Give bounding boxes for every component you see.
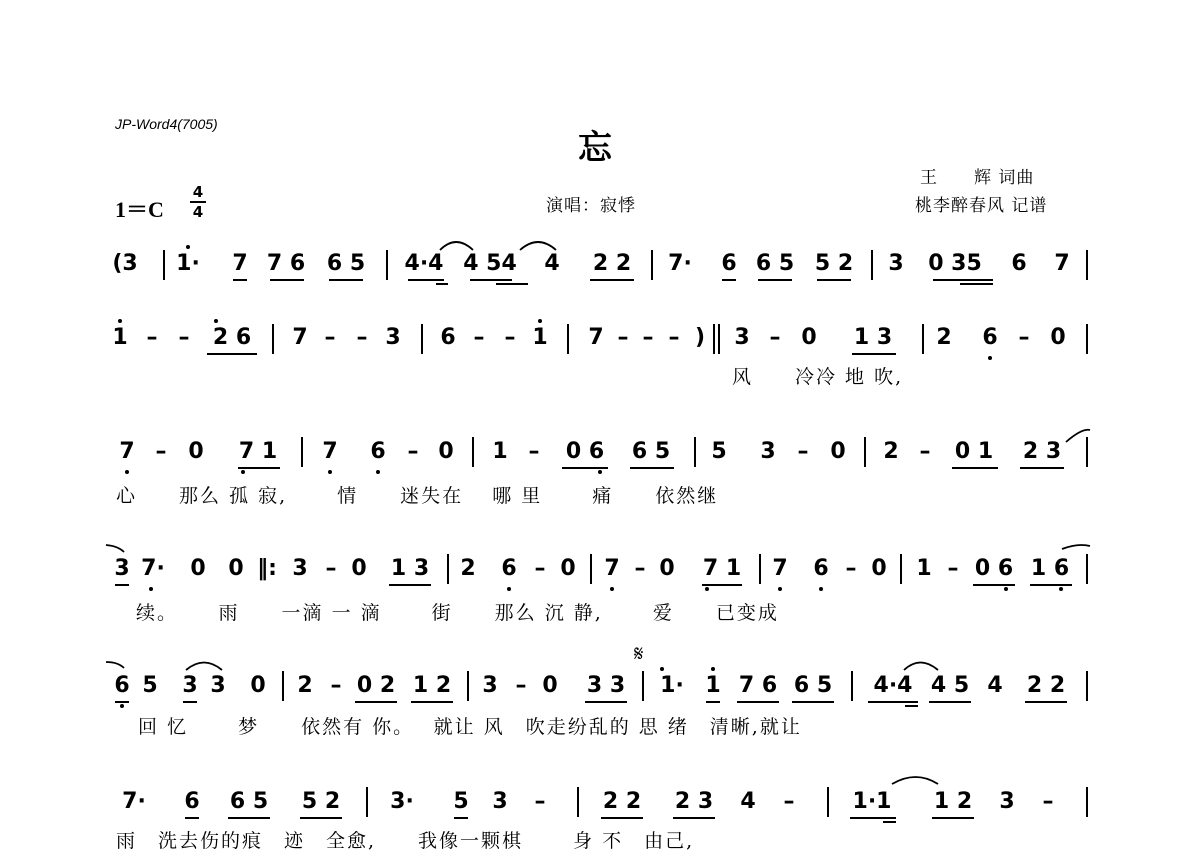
note: 4·4: [404, 251, 444, 276]
singer: 演唱：寂悸: [546, 196, 636, 216]
note: 0: [351, 556, 367, 581]
note: 7 6: [266, 251, 306, 276]
note: 3: [999, 789, 1015, 814]
note: 0: [871, 556, 887, 581]
note: 5 2: [301, 789, 341, 814]
note: 7 1: [702, 556, 742, 581]
note: 1 2: [933, 789, 973, 814]
software-label: JP-Word4(7005): [115, 116, 218, 132]
note: 1: [916, 556, 932, 581]
note: –: [769, 325, 781, 350]
note: 1·1: [852, 789, 892, 814]
note: 0: [801, 325, 817, 350]
note: 0: [659, 556, 675, 581]
note: ): [694, 325, 706, 350]
note: 7·: [668, 251, 692, 276]
note: 1 6: [1030, 556, 1070, 581]
note: 7·: [141, 556, 165, 581]
note: 3: [292, 556, 308, 581]
note: 0: [190, 556, 206, 581]
note: –: [797, 439, 809, 464]
slur: [440, 242, 473, 250]
time-sig-top: 4: [192, 183, 204, 201]
note: 4 54: [463, 251, 517, 276]
note: 2: [297, 673, 313, 698]
note: 6: [982, 325, 998, 350]
note: –: [324, 325, 336, 350]
slur: [186, 663, 222, 671]
note: 2 6: [212, 325, 252, 350]
lyricist-composer: 王 辉 词曲: [920, 168, 1035, 188]
note: –: [473, 325, 485, 350]
note: –: [1042, 789, 1054, 814]
note: –: [845, 556, 857, 581]
slur: [892, 777, 938, 784]
note: (3: [112, 251, 138, 276]
note: 7: [588, 325, 604, 350]
note: ‖:: [257, 556, 277, 581]
note: 2 2: [602, 789, 642, 814]
note: –: [330, 673, 342, 698]
note: 0 6: [565, 439, 605, 464]
note: 7 6: [738, 673, 778, 698]
note: 3: [182, 673, 198, 698]
slur: [1062, 545, 1090, 549]
note: 4 5: [930, 673, 970, 698]
note: 7: [292, 325, 308, 350]
note: 6 5: [755, 251, 795, 276]
note: –: [534, 556, 546, 581]
note: 7: [772, 556, 788, 581]
note: –: [515, 673, 527, 698]
note: 3: [114, 556, 130, 581]
note: 2 2: [1026, 673, 1066, 698]
note: 3·: [390, 789, 414, 814]
note: 5: [453, 789, 469, 814]
transcriber: 桃李醉春风 记谱: [915, 196, 1048, 216]
note: 6 5: [631, 439, 671, 464]
note: –: [325, 556, 337, 581]
slur: [1066, 430, 1090, 442]
note: –: [528, 439, 540, 464]
note: 4: [544, 251, 560, 276]
note: 4: [740, 789, 756, 814]
note: 3: [734, 325, 750, 350]
note: –: [642, 325, 654, 350]
note: 0 1: [954, 439, 994, 464]
slur: [106, 662, 124, 668]
time-sig-bottom: 4: [192, 203, 204, 221]
note: 0: [438, 439, 454, 464]
note: 0: [188, 439, 204, 464]
note: –: [146, 325, 158, 350]
slur: [106, 545, 124, 552]
note: 1: [492, 439, 508, 464]
note: –: [155, 439, 167, 464]
note: 1: [532, 325, 548, 350]
note: 7·: [122, 789, 146, 814]
note: –: [668, 325, 680, 350]
note: 3: [888, 251, 904, 276]
note: 5: [711, 439, 727, 464]
note: 6 5: [793, 673, 833, 698]
note: 6 5: [229, 789, 269, 814]
note: 3: [760, 439, 776, 464]
song-title: 忘: [578, 128, 612, 168]
note: –: [1018, 325, 1030, 350]
note: 6: [114, 673, 130, 698]
note: 6: [813, 556, 829, 581]
note: 7: [322, 439, 338, 464]
key-signature: 1＝C: [115, 197, 164, 222]
note: 6: [440, 325, 456, 350]
note: 6: [1011, 251, 1027, 276]
note: 6: [721, 251, 737, 276]
note: 0: [228, 556, 244, 581]
note: –: [617, 325, 629, 350]
note: 6: [370, 439, 386, 464]
note: 0: [542, 673, 558, 698]
segno-sign: 𝄋: [634, 642, 644, 667]
note: 1·: [660, 673, 684, 698]
note: –: [783, 789, 795, 814]
note: 4: [987, 673, 1003, 698]
note: 7: [1054, 251, 1070, 276]
note: 3 3: [586, 673, 626, 698]
note: 7: [604, 556, 620, 581]
note: –: [634, 556, 646, 581]
note: 1: [112, 325, 128, 350]
note: –: [947, 556, 959, 581]
note: 6: [501, 556, 517, 581]
note: 0 35: [928, 251, 982, 276]
lyrics-line-6: 雨 洗去伤的痕 迹 全愈, 我像一颗棋 身 不 由己,: [116, 830, 695, 850]
lyrics-line-2: 风 冷冷 地 吹,: [732, 366, 904, 388]
note: 2 3: [1022, 439, 1062, 464]
note: –: [919, 439, 931, 464]
slur: [904, 663, 938, 671]
lyrics-line-4: 续。 雨 一滴 一 滴 街 那么 沉 静, 爱 已变成: [136, 602, 779, 624]
note: 1·: [176, 251, 200, 276]
note: –: [407, 439, 419, 464]
note: 7 1: [238, 439, 278, 464]
note: 5 2: [814, 251, 854, 276]
lyrics-line-3: 心 那么 孤 寂, 情 迷失在 哪 里 痛 依然继: [116, 485, 719, 507]
note: 0 2: [356, 673, 396, 698]
note: 0: [1050, 325, 1066, 350]
note: 7: [119, 439, 135, 464]
note: 7: [232, 251, 248, 276]
note: –: [504, 325, 516, 350]
note: 1: [705, 673, 721, 698]
note: 6 5: [326, 251, 366, 276]
note: 0: [830, 439, 846, 464]
note: 2 3: [674, 789, 714, 814]
note: 3: [492, 789, 508, 814]
note: 6: [184, 789, 200, 814]
note: 3: [482, 673, 498, 698]
note: 2 2: [592, 251, 632, 276]
note: –: [178, 325, 190, 350]
note: 3: [210, 673, 226, 698]
note: 2: [936, 325, 952, 350]
note: 2: [460, 556, 476, 581]
note: 0: [560, 556, 576, 581]
note: 1 3: [853, 325, 893, 350]
note: 4·4: [873, 673, 913, 698]
slur: [520, 242, 556, 250]
note: 1 3: [390, 556, 430, 581]
lyrics-line-5: 回 忆 梦 依然有 你。 就让 风 吹走纷乱的 思 绪 清晰,就让: [138, 716, 802, 738]
note: –: [534, 789, 546, 814]
note: 0: [250, 673, 266, 698]
note: 3: [385, 325, 401, 350]
note: 1 2: [412, 673, 452, 698]
note: 5: [142, 673, 158, 698]
note: 0 6: [974, 556, 1014, 581]
note: 2: [883, 439, 899, 464]
note: –: [356, 325, 368, 350]
